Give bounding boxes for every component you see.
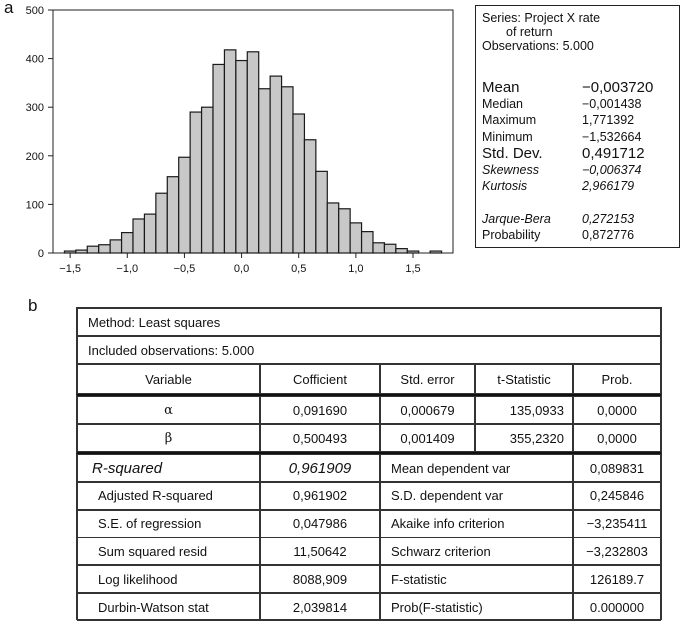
variable-name: β xyxy=(77,424,260,452)
histogram-bar-23 xyxy=(327,203,338,253)
stat-value: 2,966179 xyxy=(582,179,635,193)
summary-label: Prob(F-statistic) xyxy=(380,593,573,621)
histogram-bar-22 xyxy=(316,171,327,253)
coef-value: 0,091690 xyxy=(260,396,380,424)
included-observations: Included observations: 5.000 xyxy=(77,336,661,364)
histogram-bar-25 xyxy=(350,223,361,253)
series-name-line1: Series: Project X rate xyxy=(482,11,601,25)
histogram-bar-20 xyxy=(293,114,304,253)
y-tick-label-4: 400 xyxy=(25,53,44,66)
x-tick-label-0: −1,5 xyxy=(59,263,82,275)
histogram-bar-10 xyxy=(179,157,190,253)
summary-label: Akaike info criterion xyxy=(380,510,573,538)
x-tick-label-2: −0,5 xyxy=(173,263,196,275)
stat-row xyxy=(482,145,675,162)
stat-value: 0,491712 xyxy=(582,145,645,162)
summary-label: Sum squared resid xyxy=(77,537,260,565)
header-cofficient: Cofficient xyxy=(260,364,380,394)
coef-value: 0,0000 xyxy=(573,424,661,452)
histogram-bar-3 xyxy=(99,245,110,253)
histogram-chart xyxy=(0,0,470,285)
stat-label: Minimum xyxy=(482,130,533,144)
stat-label: Kurtosis xyxy=(482,179,528,193)
summary-value: 126189.7 xyxy=(573,565,661,593)
stat-value: −0,001438 xyxy=(582,97,642,111)
header-variable: Variable xyxy=(77,364,260,394)
summary-value: 0,089831 xyxy=(573,454,661,482)
histogram-bar-0 xyxy=(64,251,75,253)
histogram-bar-29 xyxy=(396,249,407,253)
histogram-bar-26 xyxy=(362,232,373,253)
panel-label-b: b xyxy=(28,296,38,315)
stat-row xyxy=(482,228,675,242)
series-name-line2: of return xyxy=(506,25,553,39)
x-tick-label-5: 1,0 xyxy=(348,263,364,275)
summary-value: 11,50642 xyxy=(260,537,380,565)
x-tick-label-4: 0,5 xyxy=(291,263,307,275)
histogram-bar-7 xyxy=(144,214,155,253)
coef-value: 355,2320 xyxy=(475,424,573,452)
summary-value: 0,047986 xyxy=(260,510,380,538)
histogram-bar-18 xyxy=(270,76,281,253)
x-tick-label-1: −1,0 xyxy=(116,263,139,275)
y-tick-label-0: 0 xyxy=(37,248,44,260)
stat-label: Median xyxy=(482,97,523,111)
histogram-bar-14 xyxy=(224,50,235,253)
x-tick-label-3: 0,0 xyxy=(233,263,250,275)
histogram-bar-15 xyxy=(236,61,247,253)
summary-label: Mean dependent var xyxy=(380,454,573,482)
histogram-bar-5 xyxy=(122,233,133,253)
histogram-bar-30 xyxy=(407,251,418,253)
x-tick-label-6: 1,5 xyxy=(405,263,421,275)
summary-value: 0,245846 xyxy=(573,482,661,510)
coef-value: 135,0933 xyxy=(475,396,573,424)
histogram-bar-6 xyxy=(133,219,144,253)
histogram-bar-19 xyxy=(282,87,293,253)
stat-row xyxy=(482,113,675,127)
stat-row xyxy=(482,79,675,96)
header-t-statistic: t-Statistic xyxy=(475,364,573,394)
histogram-bar-4 xyxy=(110,240,121,253)
stat-label: Skewness xyxy=(482,163,539,177)
observations-count: Observations: 5.000 xyxy=(482,39,594,53)
variable-name: α xyxy=(77,396,260,424)
summary-value: 0,961902 xyxy=(260,482,380,510)
stat-value: −0,006374 xyxy=(582,163,642,177)
histogram-bar-1 xyxy=(76,250,87,253)
summary-label: S.D. dependent var xyxy=(380,482,573,510)
stat-row xyxy=(482,97,675,111)
summary-label: F-statistic xyxy=(380,565,573,593)
histogram-bar-2 xyxy=(87,246,98,253)
stat-value: 0,872776 xyxy=(582,228,635,242)
coef-value: 0,0000 xyxy=(573,396,661,424)
summary-label: Log likelihood xyxy=(77,565,260,593)
y-tick-label-5: 500 xyxy=(25,5,44,17)
histogram-bar-8 xyxy=(156,193,167,253)
stat-value: 0,272153 xyxy=(582,212,635,226)
stat-row xyxy=(482,179,675,193)
stat-label: Maximum xyxy=(482,113,537,127)
stat-row xyxy=(482,163,675,177)
summary-value: −3,232803 xyxy=(573,537,661,565)
histogram-bar-21 xyxy=(304,140,315,253)
stat-label: Mean xyxy=(482,79,520,96)
stat-label: Probability xyxy=(482,228,541,242)
histogram-bar-13 xyxy=(213,64,224,253)
summary-label: Adjusted R-squared xyxy=(77,482,260,510)
y-tick-label-1: 100 xyxy=(25,199,44,212)
stat-label: Jarque-Bera xyxy=(482,212,551,226)
stat-row xyxy=(482,212,675,226)
summary-label: S.E. of regression xyxy=(77,510,260,538)
coef-value: 0,001409 xyxy=(380,424,475,452)
method-label: Method: Least squares xyxy=(77,308,661,336)
regression-table xyxy=(76,307,662,620)
coef-value: 0,500493 xyxy=(260,424,380,452)
header-std-error: Std. error xyxy=(380,364,475,394)
stat-label: Std. Dev. xyxy=(482,145,543,162)
y-tick-label-3: 300 xyxy=(25,102,44,115)
histogram-bar-24 xyxy=(339,209,350,253)
statistics-box xyxy=(475,5,680,248)
summary-value: 0,961909 xyxy=(260,454,380,482)
stat-row xyxy=(482,130,675,144)
stat-value: −0,003720 xyxy=(582,79,654,96)
panel-label-a: a xyxy=(4,0,14,17)
header-prob-: Prob. xyxy=(573,364,661,394)
histogram-bar-11 xyxy=(190,112,201,253)
coef-value: 0,000679 xyxy=(380,396,475,424)
y-tick-label-2: 200 xyxy=(25,150,44,163)
summary-value: 8088,909 xyxy=(260,565,380,593)
stat-value: −1,532664 xyxy=(582,130,642,144)
histogram-bar-9 xyxy=(167,177,178,253)
summary-label: Durbin-Watson stat xyxy=(77,593,260,621)
histogram-bar-32 xyxy=(430,251,441,253)
histogram-bar-12 xyxy=(202,107,213,253)
histogram-bar-16 xyxy=(247,52,258,253)
summary-value: −3,235411 xyxy=(573,510,661,538)
summary-value: 0.000000 xyxy=(573,593,661,621)
stat-value: 1,771392 xyxy=(582,113,635,127)
histogram-bar-27 xyxy=(373,243,384,253)
histogram-bar-17 xyxy=(259,89,270,253)
histogram-bar-28 xyxy=(384,244,395,253)
summary-value: 2,039814 xyxy=(260,593,380,621)
summary-label: R-squared xyxy=(77,454,260,482)
summary-label: Schwarz criterion xyxy=(380,537,573,565)
